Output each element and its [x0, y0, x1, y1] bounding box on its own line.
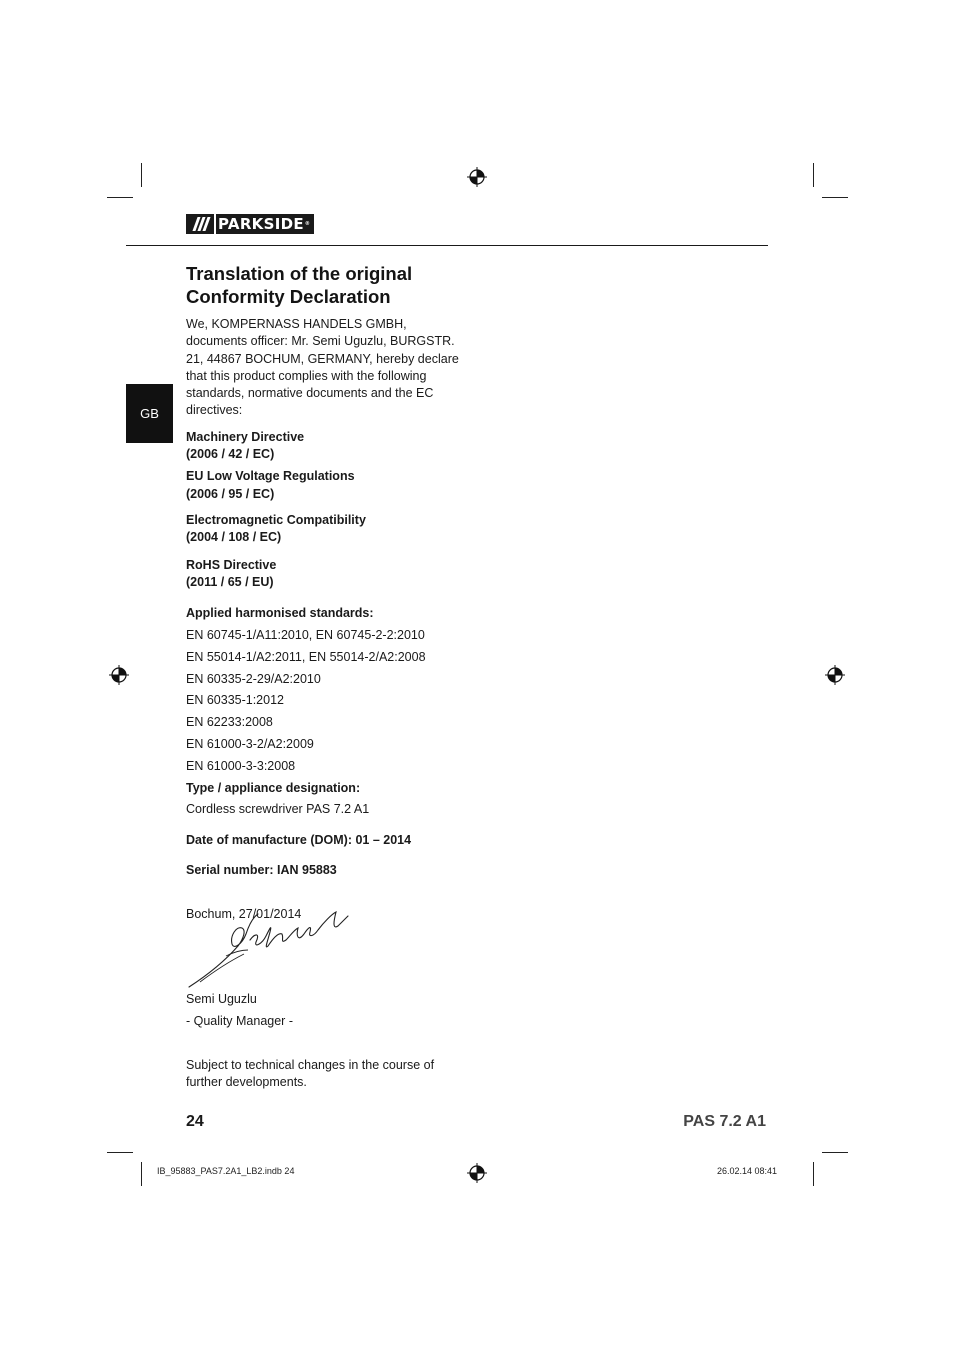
- registration-mark-icon: [467, 1163, 487, 1183]
- page-number: 24: [186, 1113, 204, 1130]
- crop-mark: [107, 197, 133, 198]
- directive-item: [186, 557, 486, 592]
- logo-stripes-icon: [186, 214, 214, 234]
- print-slug-date: 26.02.14 08:41: [716, 1166, 777, 1176]
- brand-name: PARKSIDE: [218, 215, 304, 233]
- page-title: Translation of the original Conformity Declaration: [186, 263, 413, 307]
- standard-item: EN 61000-3-2/A2:2009: [186, 736, 314, 751]
- registration-mark-icon: [467, 167, 487, 187]
- registration-mark-icon: [109, 665, 129, 685]
- directive-name: EU Low Voltage Regulations: [186, 469, 355, 484]
- signature-image: [186, 904, 356, 992]
- type-heading: Type / appliance designation:: [186, 780, 361, 795]
- header-rule: [126, 245, 768, 246]
- standards-heading: Applied harmonised standards:: [186, 606, 374, 621]
- crop-mark: [813, 1162, 814, 1186]
- crop-mark: [107, 1152, 133, 1153]
- place-and-date: Bochum, 27/01/2014: [186, 906, 302, 921]
- directive-code: (2006 / 42 / EC): [186, 447, 275, 462]
- directive-name: RoHS Directive: [186, 557, 277, 572]
- print-slug-file: IB_95883_PAS7.2A1_LB2.indb 24: [157, 1166, 295, 1176]
- crop-mark: [141, 1162, 142, 1186]
- crop-mark: [141, 163, 142, 187]
- directive-item: [186, 429, 486, 464]
- trademark-symbol: ®: [304, 221, 311, 227]
- language-tab-label: GB: [140, 406, 159, 421]
- standard-item: EN 62233:2008: [186, 715, 273, 730]
- crop-mark: [822, 197, 848, 198]
- brand-logo: [186, 214, 314, 234]
- directive-code: (2011 / 65 / EU): [186, 574, 274, 589]
- standard-item: EN 60335-1:2012: [186, 693, 284, 708]
- type-value: Cordless screwdriver PAS 7.2 A1: [186, 802, 370, 817]
- intro-paragraph: We, KOMPERNASS HANDELS GMBH, documents officer: Mr. Semi Uguzlu, BURGSTR. 21, 44867 BOCHUM, GERMANY, hereby declare that this product complies with the following standards, normative documents and the EC directives:: [186, 317, 459, 418]
- signatory-name: Semi Uguzlu: [186, 992, 257, 1006]
- date-of-manufacture: Date of manufacture (DOM): 01 – 2014: [186, 832, 412, 847]
- disclaimer: Subject to technical changes in the course of further developments.: [186, 1058, 435, 1090]
- directive-name: Electromagnetic Compatibility: [186, 512, 366, 527]
- crop-mark: [813, 163, 814, 187]
- standard-item: EN 60335-2-29/A2:2010: [186, 671, 321, 686]
- directive-code: (2004 / 108 / EC): [186, 530, 282, 545]
- serial-number: Serial number: IAN 95883: [186, 863, 337, 878]
- standard-item: EN 60745-1/A11:2010, EN 60745-2-2:2010: [186, 627, 425, 642]
- directive-name: Machinery Directive: [186, 429, 305, 444]
- signatory-role: - Quality Manager -: [186, 1014, 293, 1028]
- language-tab: [126, 384, 173, 443]
- standard-item: EN 55014-1/A2:2011, EN 55014-2/A2:2008: [186, 649, 426, 664]
- declaration-body: [186, 262, 486, 923]
- directive-code: (2006 / 95 / EC): [186, 486, 275, 501]
- directive-item: [186, 512, 486, 547]
- model-name: PAS 7.2 A1: [683, 1113, 766, 1130]
- crop-mark: [822, 1152, 848, 1153]
- standard-item: EN 61000-3-3:2008: [186, 758, 296, 773]
- registration-mark-icon: [825, 665, 845, 685]
- directive-item: [186, 468, 486, 503]
